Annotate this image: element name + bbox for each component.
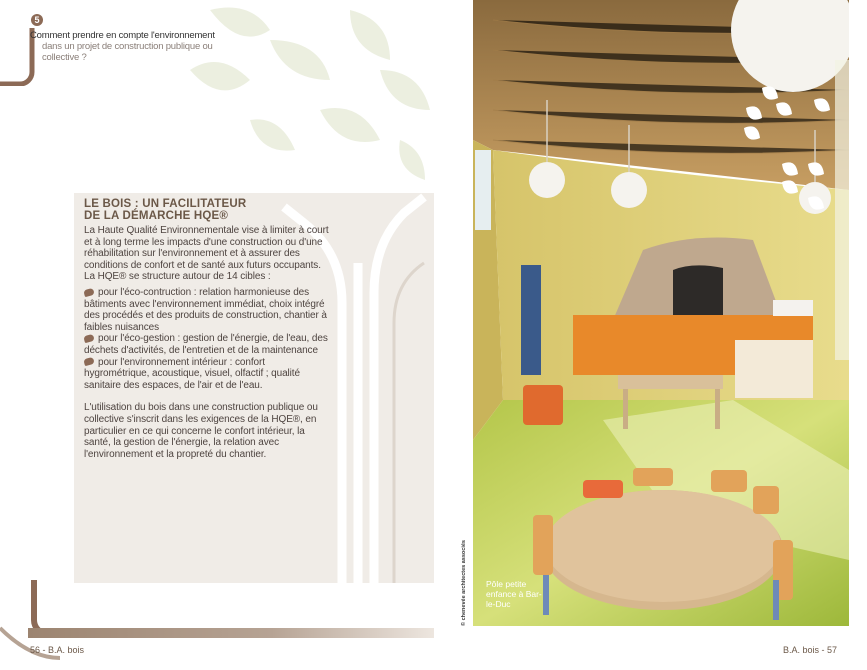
photo-credit: © chenevée architectes associés [461,540,467,626]
sidebar-content [84,199,332,460]
leaf-bullet-icon [83,334,94,343]
sidebar-title-line2: DE LA DÉMARCHE HQE® [84,209,229,222]
sidebar-intro: La Haute Qualité Environnementale vise à limiter à court et à long terme les impacts d'une construction ou d'une réhabilitation sur l'environnement et à assurer des conditions de confort et de santé aux futurs occupants. La HQE® se structure autour de 14 cibles : [84,225,329,283]
page-number-left: 56 - B.A. bois [30,645,85,655]
bullet-item [84,287,332,333]
leaf-bullet-icon [83,357,94,366]
page-number-right: B.A. bois - 57 [783,645,838,655]
hqe-sidebar-box [74,193,434,583]
leaf-bullet-icon [83,288,94,297]
footer-band [28,628,434,638]
chapter-number-badge: 5 [31,14,43,26]
chapter-subtitle: dans un projet de construction publique ou collective ? [42,41,213,63]
chapter-title: Comment prendre en compte l'environnement [30,30,215,41]
bullet-item [84,333,332,356]
photo-caption: Pôle petite enfance à Bar-le-Duc [486,579,542,609]
bullet-text: pour l'environnement intérieur : confort hygrométrique, acoustique, visuel, olfactif ; qualité sanitaire des espaces, de l'air et de l'eau. [84,356,300,391]
paragraph-gap [84,391,332,402]
bullet-text: pour l'éco-contruction : relation harmonieuse des bâtiments avec l'environnement immédiat, choix intégré des procédés et des produits de construction, chantier à faibles nuisances [84,286,327,333]
bullet-item [84,357,332,392]
leaf-pattern-decoration [740,80,850,220]
bullet-text: pour l'éco-gestion : gestion de l'énergie, de l'eau, des déchets d'activités, de l'entretien et de la maintenance [84,333,328,356]
sidebar-title-line1: LE BOIS : UN FACILITATEUR [84,198,247,210]
sidebar-conclusion: L'utilisation du bois dans une construction publique ou collective s'inscrit dans les exigences de la HQE®, en particulier en ce qui concerne le confort intérieur, la santé, la gestion de l'énergie, la relation avec l'environnement et la propreté du chantier. [84,402,318,460]
